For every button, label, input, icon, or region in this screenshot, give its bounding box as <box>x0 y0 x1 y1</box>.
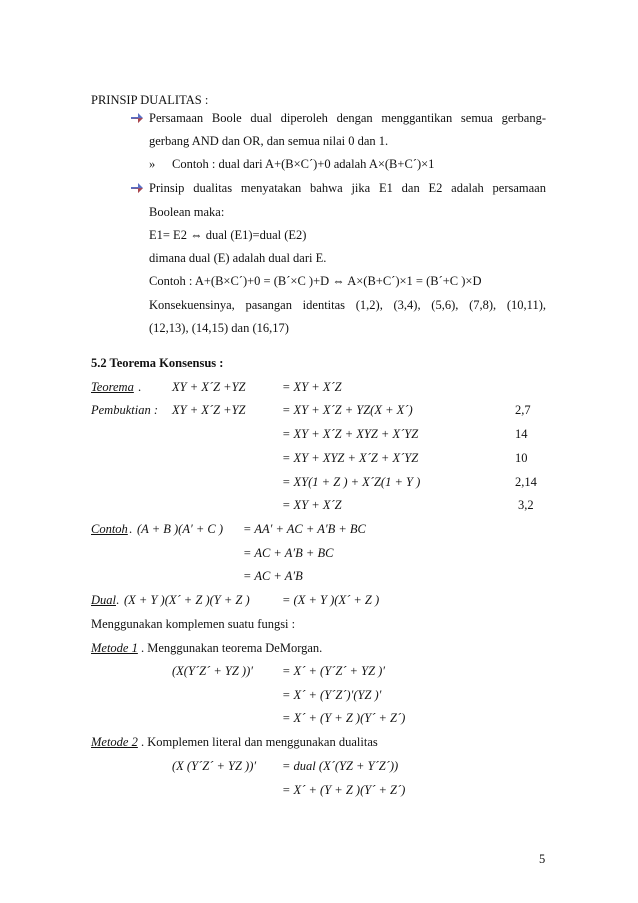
bullet-2-line-1: Prinsip dualitas menyatakan bahwa jika E1 dan E2 adalah persamaan <box>149 181 546 195</box>
metode2-label: Metode 2 <box>91 735 138 749</box>
bullet-1-line-2: gerbang AND dan OR, dan semua nilai 0 dan 1. <box>149 134 389 148</box>
dual-definition: dimana dual (E) adalah dual dari E. <box>149 251 327 265</box>
dual-example: Contoh : A+(B×C´)+0 = (B´×C )+D ⇔ A×(B+C´)×1 = (B´+C )×D <box>149 274 482 288</box>
metode2-step: = dual (X´(YZ + Y´Z´)) <box>282 759 399 773</box>
proof-ref: 10 <box>515 451 528 465</box>
contoh-label: Contoh <box>91 522 128 536</box>
dual-rhs: = (X + Y )(X´ + Z ) <box>282 593 380 607</box>
bullet-2-line-2: Boolean maka: <box>149 205 225 219</box>
dual-equivalence: E1= E2 ⇔ dual (E1)=dual (E2) <box>149 228 307 242</box>
metode1-step: = X´ + (Y + Z )(Y´ + Z´) <box>282 711 406 725</box>
proof-step: = XY + X´Z + XYZ + X´YZ <box>282 427 419 441</box>
bullet-1-line-1: Persamaan Boole dual diperoleh dengan menggantikan semua gerbang- <box>149 111 546 125</box>
komplemen-intro: Menggunakan komplemen suatu fungsi : <box>91 617 296 631</box>
contoh-step: = AC + A′B <box>243 569 303 583</box>
arrow-bullet-icon <box>130 180 144 194</box>
proof-ref: 2,14 <box>515 475 537 489</box>
proof-ref: 3,2 <box>518 498 534 512</box>
proof-step: = XY + X´Z <box>282 498 342 512</box>
arrow-bullet-icon <box>130 110 144 124</box>
pembuktian-label: Pembuktian : <box>91 403 158 417</box>
contoh-step: = AA′ + AC + A′B + BC <box>243 522 366 536</box>
contoh-dual-text: Contoh : dual dari A+(B×C´)+0 adalah A×(B+C´)×1 <box>172 157 435 171</box>
proof-ref: 14 <box>515 427 528 441</box>
teorema-rhs: = XY + X´Z <box>282 380 342 394</box>
page-number: 5 <box>539 852 546 866</box>
metode1-lhs: (X(Y´Z´ + YZ ))′ <box>172 664 253 678</box>
contoh-lhs: (A + B )(A′ + C ) <box>137 522 224 536</box>
proof-step: = XY + XYZ + X´Z + X´YZ <box>282 451 419 465</box>
dual-lhs: (X + Y )(X´ + Z )(Y + Z ) <box>124 593 250 607</box>
proof-step: = XY + X´Z + YZ(X + X´) <box>282 403 413 417</box>
metode1-label: Metode 1 <box>91 641 138 655</box>
pembuktian-lhs: XY + X´Z +YZ <box>172 403 246 417</box>
dual-label: Dual <box>91 593 116 607</box>
metode2-desc: . Komplemen literal dan menggunakan dualitas <box>141 735 378 749</box>
section-title: 5.2 Teorema Konsensus : <box>91 356 224 370</box>
contoh-step: = AC + A′B + BC <box>243 546 334 560</box>
teorema-label: Teorema <box>91 380 134 394</box>
proof-step: = XY(1 + Z ) + X´Z(1 + Y ) <box>282 475 421 489</box>
contoh-marker: » <box>149 157 156 171</box>
metode2-step: = X´ + (Y + Z )(Y´ + Z´) <box>282 783 406 797</box>
konsekuensi-line-2: (12,13), (14,15) dan (16,17) <box>149 321 289 335</box>
proof-ref: 2,7 <box>515 403 531 417</box>
konsekuensi-line-1: Konsekuensinya, pasangan identitas (1,2), (3,4), (5,6), (7,8), (10,11), <box>149 298 546 312</box>
metode1-step: = X´ + (Y´Z´)′(YZ )′ <box>282 688 382 702</box>
metode2-lhs: (X (Y´Z´ + YZ ))′ <box>172 759 257 773</box>
metode1-desc: . Menggunakan teorema DeMorgan. <box>141 641 323 655</box>
metode1-step: = X´ + (Y´Z´ + YZ )′ <box>282 664 386 678</box>
teorema-lhs: XY + X´Z +YZ <box>172 380 246 394</box>
prinsip-heading: PRINSIP DUALITAS : <box>91 93 209 107</box>
